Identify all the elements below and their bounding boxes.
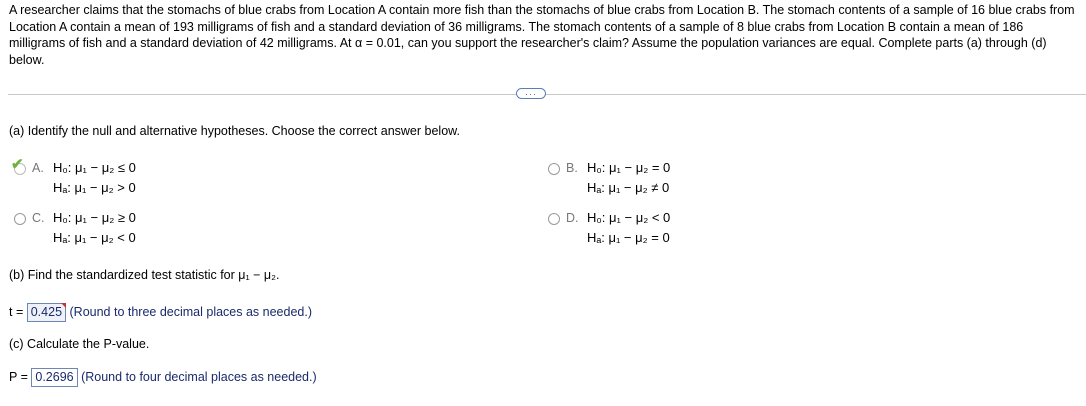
choice-d-alt: Hₐ: μ₁ − μ₂ = 0: [587, 230, 670, 245]
flag-icon: [61, 303, 66, 308]
t-label: t =: [9, 305, 24, 319]
divider: [8, 94, 1086, 95]
expand-button[interactable]: ···: [516, 88, 546, 99]
choice-letter: A.: [32, 161, 44, 175]
part-c-prompt: (c) Calculate the P-value.: [9, 337, 150, 351]
p-value: 0.2696: [35, 370, 74, 384]
problem-statement: A researcher claims that the stomachs of blue crabs from Location A contain more fish than the stomachs of blue crabs from Location B. The stomach contents of a sample of 16 blue crabs from Location A contain a mean of 193 milligrams of fish and a standard deviation of 36 milligrams. The stomach contents of a sample of 8 blue crabs from Location B contain a mean of 186 milligrams of fish and a standard deviation of 42 milligrams. At α = 0.01, can you support the researcher's claim? Assume the population variances are equal. Complete parts (a) through (d) below.: [9, 3, 1075, 67]
choice-c-null: H₀: μ₁ − μ₂ ≥ 0: [53, 210, 136, 225]
checkmark-icon: ✔: [11, 156, 24, 173]
radio-b[interactable]: [548, 163, 560, 175]
choice-b-alt: Hₐ: μ₁ − μ₂ ≠ 0: [587, 180, 670, 195]
choice-a-null: H₀: μ₁ − μ₂ ≤ 0: [53, 160, 136, 175]
part-c-answer-row: [9, 368, 317, 387]
part-b-prompt: (b) Find the standardized test statistic for μ₁ − μ₂.: [9, 268, 280, 282]
choice-letter: D.: [566, 211, 579, 225]
t-value-input[interactable]: [27, 303, 66, 322]
radio-c[interactable]: [14, 213, 26, 225]
choice-letter: B.: [566, 161, 578, 175]
p-hint: (Round to four decimal places as needed.): [81, 370, 317, 384]
choice-c-alt: Hₐ: μ₁ − μ₂ < 0: [53, 230, 136, 245]
p-label: P =: [9, 370, 28, 384]
part-b-answer-row: [9, 303, 312, 322]
choice-letter: C.: [32, 211, 45, 225]
radio-d[interactable]: [548, 213, 560, 225]
part-a-prompt: (a) Identify the null and alternative hypotheses. Choose the correct answer below.: [9, 124, 460, 138]
t-hint: (Round to three decimal places as needed.): [69, 305, 313, 319]
choice-b-null: H₀: μ₁ − μ₂ = 0: [587, 160, 671, 175]
choice-a-alt: Hₐ: μ₁ − μ₂ > 0: [53, 180, 136, 195]
choice-d-null: H₀: μ₁ − μ₂ < 0: [587, 210, 671, 225]
t-value: 0.425: [30, 305, 63, 319]
p-value-input[interactable]: [31, 368, 77, 387]
